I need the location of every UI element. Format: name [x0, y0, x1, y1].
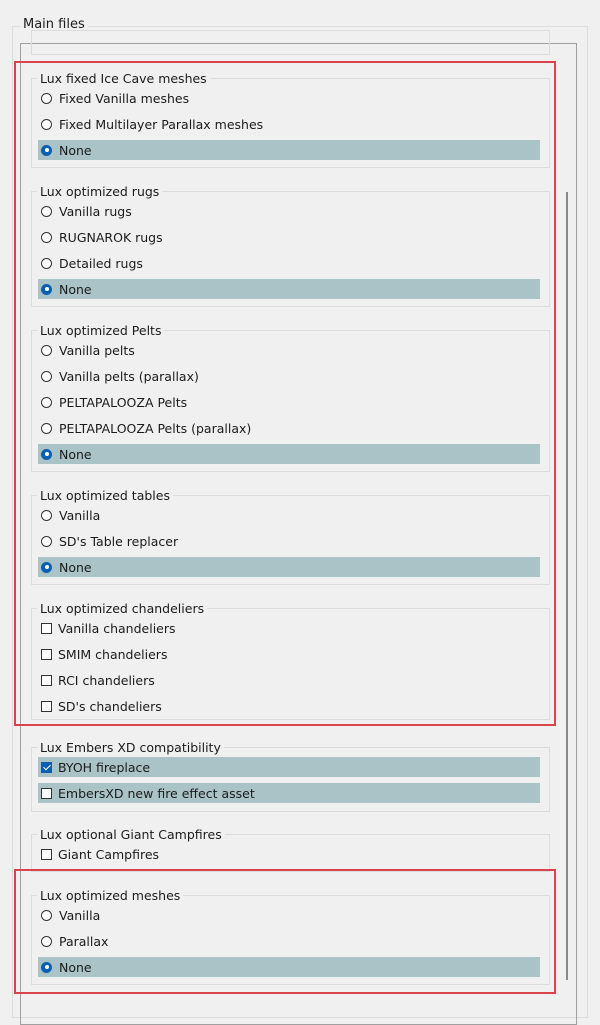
checkbox-unchecked-icon[interactable] — [41, 788, 52, 799]
group-tables-title: Lux optimized tables — [37, 487, 173, 504]
option-label: None — [59, 959, 92, 975]
option-embersxd-fire-effect[interactable] — [38, 783, 540, 803]
option-meshes-parallax[interactable] — [38, 931, 538, 951]
option-rugs-none[interactable] — [38, 279, 540, 299]
option-label: Vanilla rugs — [59, 203, 132, 219]
option-label: None — [59, 446, 92, 462]
radio-unselected-icon[interactable] — [41, 423, 52, 434]
option-fixed-vanilla-meshes[interactable] — [38, 88, 538, 108]
radio-unselected-icon[interactable] — [41, 345, 52, 356]
option-ice-cave-none[interactable] — [38, 140, 540, 160]
option-label: Vanilla pelts — [59, 342, 135, 358]
option-vanilla-pelts-parallax[interactable] — [38, 366, 538, 386]
group-embers-title: Lux Embers XD compatibility — [37, 739, 224, 756]
option-label: PELTAPALOOZA Pelts (parallax) — [59, 420, 252, 436]
radio-unselected-icon[interactable] — [41, 536, 52, 547]
checkbox-checked-icon[interactable] — [41, 762, 52, 773]
option-tables-vanilla[interactable] — [38, 505, 538, 525]
option-label: Vanilla chandeliers — [58, 620, 176, 636]
option-detailed-rugs[interactable] — [38, 253, 538, 273]
checkbox-unchecked-icon[interactable] — [41, 849, 52, 860]
option-label: EmbersXD new fire effect asset — [58, 785, 255, 801]
option-label: BYOH fireplace — [58, 759, 151, 775]
radio-unselected-icon[interactable] — [41, 510, 52, 521]
radio-unselected-icon[interactable] — [41, 936, 52, 947]
radio-unselected-icon[interactable] — [41, 397, 52, 408]
checkbox-unchecked-icon[interactable] — [41, 623, 52, 634]
option-peltapalooza-pelts-parallax[interactable] — [38, 418, 538, 438]
radio-unselected-icon[interactable] — [41, 119, 52, 130]
group-campfires-title: Lux optional Giant Campfires — [37, 826, 225, 843]
option-label: SMIM chandeliers — [58, 646, 168, 662]
option-label: None — [59, 559, 92, 575]
radio-unselected-icon[interactable] — [41, 258, 52, 269]
option-pelts-none[interactable] — [38, 444, 540, 464]
radio-unselected-icon[interactable] — [41, 206, 52, 217]
option-label: None — [59, 281, 92, 297]
radio-unselected-icon[interactable] — [41, 371, 52, 382]
group-ice-cave-title: Lux fixed Ice Cave meshes — [37, 70, 210, 87]
option-smim-chandeliers[interactable] — [38, 644, 538, 664]
group-meshes-title: Lux optimized meshes — [37, 887, 183, 904]
option-label: Vanilla pelts (parallax) — [59, 368, 199, 384]
radio-unselected-icon[interactable] — [41, 93, 52, 104]
radio-selected-icon[interactable] — [41, 145, 52, 156]
option-label: SD's chandeliers — [58, 698, 162, 714]
option-peltapalooza-pelts[interactable] — [38, 392, 538, 412]
main-files-title: Main files — [20, 17, 88, 32]
option-fixed-multilayer-parallax-meshes[interactable] — [38, 114, 538, 134]
checkbox-unchecked-icon[interactable] — [41, 649, 52, 660]
radio-unselected-icon[interactable] — [41, 910, 52, 921]
group-pelts-title: Lux optimized Pelts — [37, 322, 164, 339]
option-vanilla-rugs[interactable] — [38, 201, 538, 221]
option-sds-table-replacer[interactable] — [38, 531, 538, 551]
option-sds-chandeliers[interactable] — [38, 696, 538, 716]
option-vanilla-chandeliers[interactable] — [38, 618, 538, 638]
option-meshes-vanilla[interactable] — [38, 905, 538, 925]
option-giant-campfires[interactable] — [38, 844, 538, 864]
previous-group-box — [31, 30, 550, 55]
option-rugnarok-rugs[interactable] — [38, 227, 538, 247]
group-rugs-title: Lux optimized rugs — [37, 183, 162, 200]
option-label: Vanilla — [59, 507, 101, 523]
option-meshes-none[interactable] — [38, 957, 540, 977]
group-chandeliers-title: Lux optimized chandeliers — [37, 600, 207, 617]
option-byoh-fireplace[interactable] — [38, 757, 540, 777]
option-label: Fixed Vanilla meshes — [59, 90, 190, 106]
radio-selected-icon[interactable] — [41, 449, 52, 460]
option-label: Giant Campfires — [58, 846, 160, 862]
radio-unselected-icon[interactable] — [41, 232, 52, 243]
option-vanilla-pelts[interactable] — [38, 340, 538, 360]
vertical-scrollbar[interactable] — [566, 192, 568, 980]
radio-selected-icon[interactable] — [41, 962, 52, 973]
checkbox-unchecked-icon[interactable] — [41, 675, 52, 686]
radio-selected-icon[interactable] — [41, 284, 52, 295]
option-label: None — [59, 142, 92, 158]
option-label: Vanilla — [59, 907, 101, 923]
option-label: RUGNAROK rugs — [59, 229, 163, 245]
option-rci-chandeliers[interactable] — [38, 670, 538, 690]
option-label: SD's Table replacer — [59, 533, 179, 549]
option-label: Fixed Multilayer Parallax meshes — [59, 116, 264, 132]
option-label: Detailed rugs — [59, 255, 143, 271]
radio-selected-icon[interactable] — [41, 562, 52, 573]
option-label: RCI chandeliers — [58, 672, 155, 688]
checkbox-unchecked-icon[interactable] — [41, 701, 52, 712]
option-label: PELTAPALOOZA Pelts — [59, 394, 188, 410]
option-tables-none[interactable] — [38, 557, 540, 577]
option-label: Parallax — [59, 933, 109, 949]
